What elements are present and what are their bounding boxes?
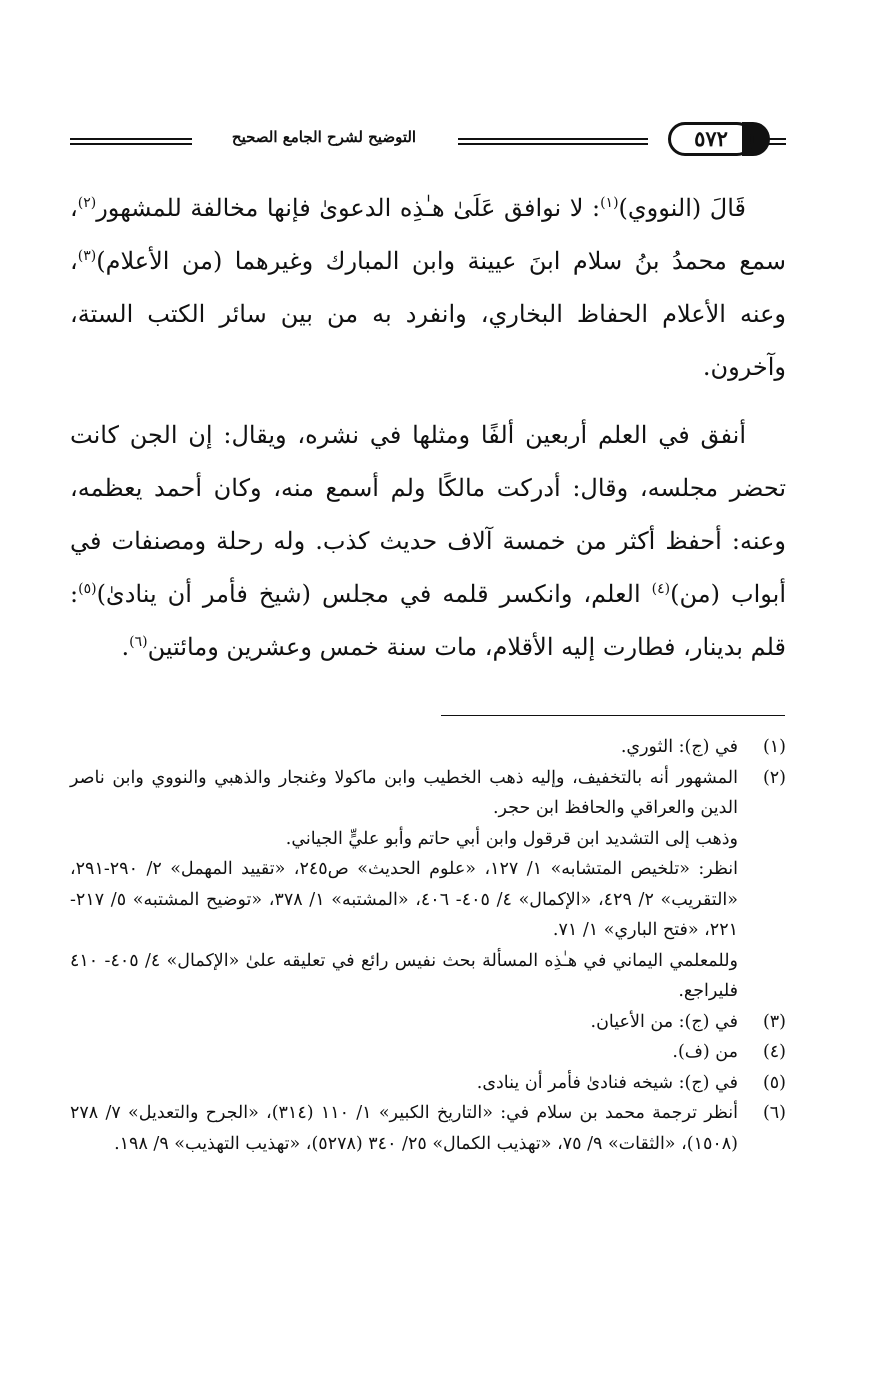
footnote [70, 1037, 786, 1068]
running-title: التوضيح لشرح الجامع الصحيح [231, 128, 417, 146]
header-rule-middle [458, 138, 648, 145]
page-number: ٥٧٢ [668, 122, 754, 156]
text-run: ، سمع محمدُ بنُ سلام ابنَ عيينة وابن المبارك وغيرهما (من الأعلام) [70, 194, 786, 275]
paragraph [70, 182, 786, 394]
footnote-ref[interactable]: (٤) [651, 581, 671, 597]
footnote-number: (١) [762, 737, 786, 757]
text-run: . [121, 633, 130, 661]
footnote [70, 763, 786, 1007]
footnote-ref[interactable]: (١) [600, 195, 619, 211]
footnote [70, 1007, 786, 1038]
paragraph [70, 409, 786, 674]
text-run: : قلم بدينار، فطارت إليه الأقلام، مات سنة خمس وعشرين ومائتين [70, 580, 786, 661]
footnote-number: (٦) [762, 1103, 786, 1123]
footnote-text: في (ج): الثوري. [620, 737, 738, 757]
footnote-number: (٢) [762, 767, 786, 788]
footnote-text: وللمعلمي اليماني في هـٰذِه المسألة بحث نفيس رائع في تعليقه علىٰ «الإكمال» ٤/ ٤٠٥- ٤١٠ فليراجع. [70, 950, 738, 1001]
footnote-number: (٣) [762, 1011, 786, 1032]
footnote-ref[interactable]: (٥) [78, 581, 97, 597]
footnote [70, 1068, 786, 1099]
main-text [70, 182, 786, 674]
footnote-number: (٥) [762, 1072, 786, 1093]
footnote-text: من (ف). [672, 1042, 738, 1062]
footnote-text: في (ج): شيخه فنادىٰ فأمر أن ينادى. [476, 1072, 738, 1093]
text-run: : لا نوافق عَلَىٰ هـٰذِه الدعوىٰ فإنها مخالفة للمشهور [96, 194, 601, 222]
footnote-text: في (ج): من الأعيان. [590, 1011, 738, 1032]
footnote-text: وذهب إلى التشديد ابن قرقول وابن أبي حاتم وأبو عليٍّ الجياني. [285, 828, 738, 849]
header-rule-right [766, 138, 786, 145]
footnote [70, 1098, 786, 1159]
text-run: ، وعنه الأعلام الحفاظ البخاري، وانفرد به من بين سائر الكتب الستة، وآخرون. [70, 247, 786, 381]
header-rule-left [70, 138, 192, 145]
footnote-text: أنظر ترجمة محمد بن سلام في: «التاريخ الكبير» ١/ ١١٠ (٣١٤)، «الجرح والتعديل» ٧/ ٢٧٨ (١٥٠٨)، «الثقات» ٩/ ٧٥، «تهذيب الكمال» ٢٥/ ٣٤٠ (٥٢٧٨)، «تهذيب التهذيب» ٩/ ١٩٨. [70, 1103, 739, 1154]
running-header [70, 118, 786, 168]
footnote-separator [441, 715, 785, 716]
footnote-ref[interactable]: (٢) [77, 195, 97, 211]
footnotes [70, 732, 786, 1159]
footnote [70, 732, 786, 763]
text-run: أنفق في العلم أربعين ألفًا ومثلها في نشره، ويقال: إن الجن كانت تحضر مجلسه، وقال: أدركت مالكًا ولم أسمع منه، وكان أحمد يعظمه، وعنه: أحفظ أكثر من خمسة آلاف حديث كذب. وله رحلة ومصنفات في أبواب (من) [70, 421, 786, 608]
footnote-text: انظر: «تلخيص المتشابه» ١/ ١٢٧، «علوم الحديث» ص٢٤٥، «تقييد المهمل» ٢/ ٢٩٠-٢٩١، «التقريب» ٢/ ٤٢٩، «الإكمال» ٤/ ٤٠٥- ٤٠٦، «المشتبه» ١/ ٣٧٨، «توضيح المشتبه» ٥/ ٢١٧- ٢٢١، «فتح الباري» ١/ ٧١. [70, 859, 739, 940]
footnote-text: المشهور أنه بالتخفيف، وإليه ذهب الخطيب وابن ماكولا وغنجار والذهبي والنووي وابن ناصر الدين والعراقي والحافظ ابن حجر. [70, 767, 738, 818]
footnote-number: (٤) [762, 1042, 786, 1062]
footnote-ref[interactable]: (٦) [129, 634, 148, 650]
footnote-ref[interactable]: (٣) [77, 248, 97, 264]
text-run: العلم، وانكسر قلمه في مجلس (شيخ فأمر أن ينادىٰ) [96, 580, 652, 608]
text-run: قَالَ (النووي) [618, 194, 747, 222]
